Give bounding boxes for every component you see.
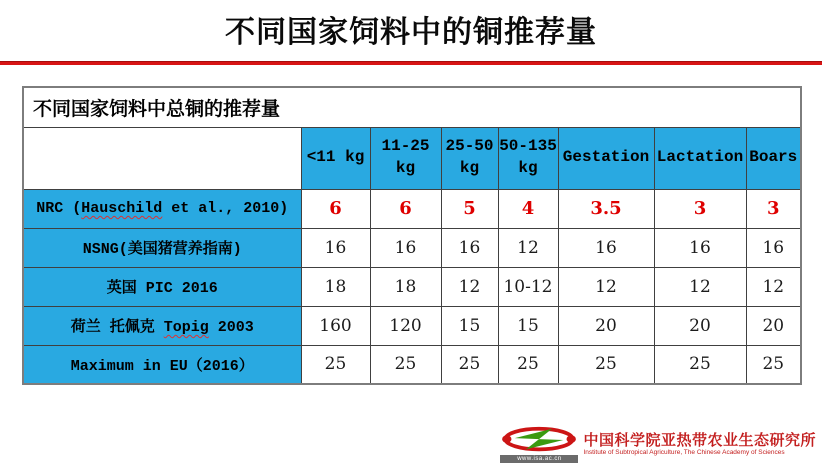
table-body (23, 189, 801, 384)
value-cell: 20 (746, 306, 801, 345)
value-cell: 25 (301, 345, 370, 384)
value-cell: 20 (558, 306, 654, 345)
value-cell: 25 (654, 345, 746, 384)
value-cell: 12 (498, 228, 558, 267)
row-header: Maximum in EU（2016） (23, 345, 301, 384)
value-cell: 20 (654, 306, 746, 345)
value-cell: 120 (370, 306, 441, 345)
value-cell: 18 (370, 267, 441, 306)
value-cell: 6 (370, 189, 441, 228)
value-cell: 25 (370, 345, 441, 384)
row-header: NSNG(美国猪营养指南) (23, 228, 301, 267)
corner-cell (23, 127, 301, 189)
institute-name-en: Institute of Subtropical Agriculture, The Chinese Academy of Sciences (583, 449, 785, 457)
copper-recommendation-table (22, 86, 802, 385)
value-cell: 16 (370, 228, 441, 267)
value-cell: 16 (746, 228, 801, 267)
value-cell: 3 (654, 189, 746, 228)
table-row (23, 189, 801, 228)
value-cell: 18 (301, 267, 370, 306)
table-row (23, 345, 801, 384)
table-row (23, 228, 801, 267)
table-caption-row (23, 87, 801, 127)
value-cell: 25 (558, 345, 654, 384)
column-header: Lactation (654, 127, 746, 189)
value-cell: 12 (441, 267, 498, 306)
value-cell: 16 (301, 228, 370, 267)
column-header: <11 kg (301, 127, 370, 189)
table-caption: 不同国家饲料中总铜的推荐量 (23, 87, 801, 127)
institute-name-cn: 中国科学院亚热带农业生态研究所 (583, 431, 816, 450)
value-cell: 25 (498, 345, 558, 384)
logo-text-block (583, 432, 816, 457)
page-title: 不同国家饲料中的铜推荐量 (225, 15, 597, 50)
column-header: 11-25 kg (370, 127, 441, 189)
value-cell: 12 (654, 267, 746, 306)
value-cell: 12 (558, 267, 654, 306)
row-header: 荷兰 托佩克 Topig 2003 (23, 306, 301, 345)
column-header: 50-135 kg (498, 127, 558, 189)
value-cell: 6 (301, 189, 370, 228)
value-cell: 16 (441, 228, 498, 267)
title-divider (0, 61, 822, 65)
logo-website: www.isa.ac.cn (500, 455, 578, 463)
row-header: NRC (Hauschild et al., 2010) (23, 189, 301, 228)
value-cell: 15 (441, 306, 498, 345)
value-cell: 25 (746, 345, 801, 384)
institute-logo (500, 426, 816, 463)
value-cell: 160 (301, 306, 370, 345)
column-header: Gestation (558, 127, 654, 189)
misspelled-word: Topig (163, 319, 209, 336)
value-cell: 4 (498, 189, 558, 228)
value-cell: 5 (441, 189, 498, 228)
table-row (23, 267, 801, 306)
isa-logo-emblem (500, 426, 578, 454)
value-cell: 3.5 (558, 189, 654, 228)
table-container (22, 86, 822, 385)
column-header: 25-50 kg (441, 127, 498, 189)
value-cell: 10-12 (498, 267, 558, 306)
misspelled-word: Hauschild (81, 200, 163, 217)
value-cell: 25 (441, 345, 498, 384)
value-cell: 3 (746, 189, 801, 228)
table-row (23, 306, 801, 345)
value-cell: 16 (654, 228, 746, 267)
value-cell: 12 (746, 267, 801, 306)
value-cell: 16 (558, 228, 654, 267)
logo-emblem-block (500, 426, 578, 463)
value-cell: 15 (498, 306, 558, 345)
column-header: Boars (746, 127, 801, 189)
table-header-row (23, 127, 801, 189)
row-header: 英国 PIC 2016 (23, 267, 301, 306)
